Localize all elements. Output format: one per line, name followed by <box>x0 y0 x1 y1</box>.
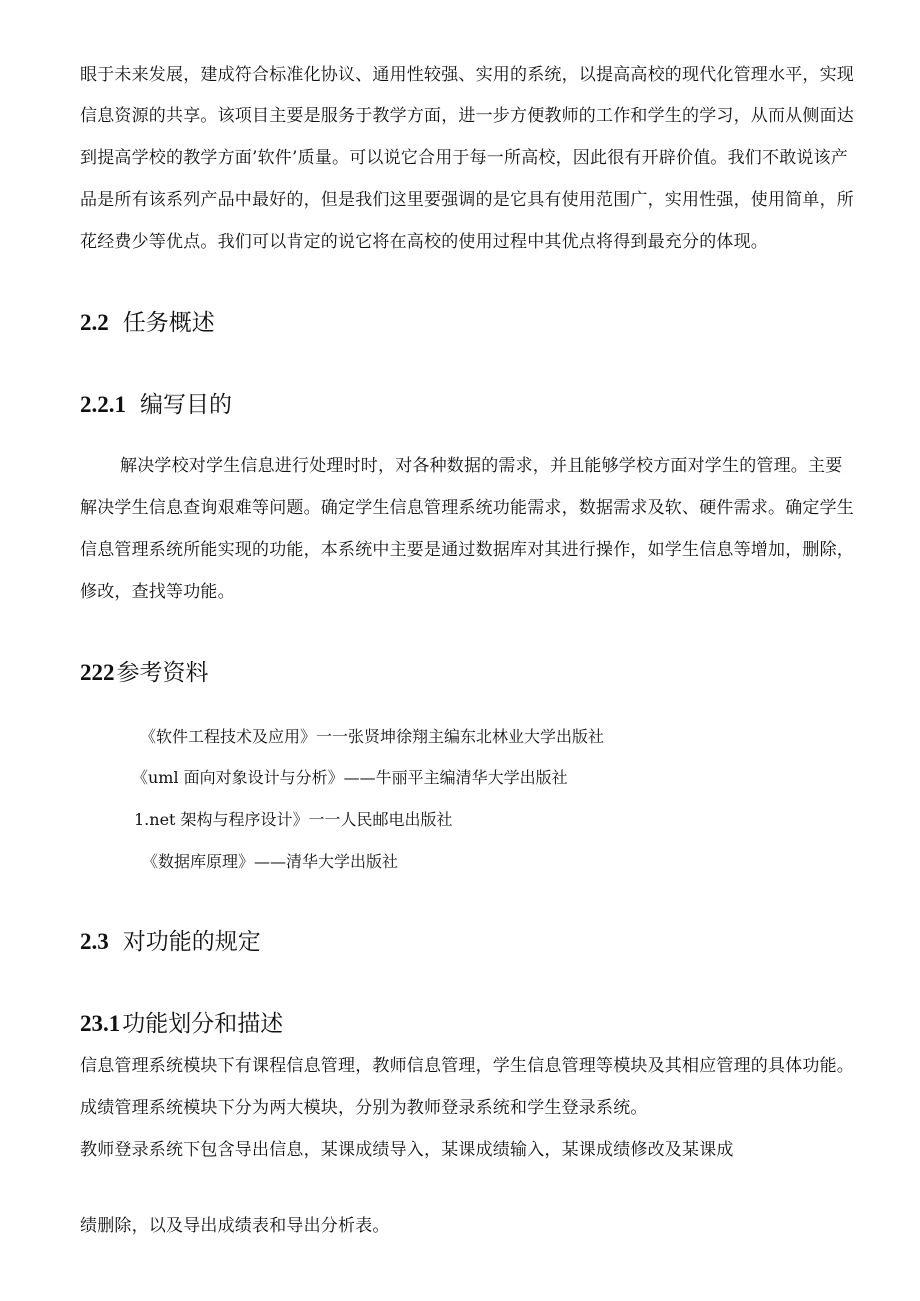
section-heading-222 <box>80 658 209 688</box>
section-number: 2.2 <box>80 310 109 335</box>
intro-line: 信息资源的共享。该项目主要是服务于教学方面，进一步方便教师的工作和学生的学习，从而从侧面达 <box>80 106 854 126</box>
purpose-line: 解决学校对学生信息进行处理时时，对各种数据的需求，并且能够学校方面对学生的管理。主要 <box>120 456 843 476</box>
section-title: 编写目的 <box>140 392 232 418</box>
function-line: 信息管理系统模块下有课程信息管理，教师信息管理，学生信息管理等模块及其相应管理的具体功能。 <box>80 1056 854 1076</box>
section-title: 任务概述 <box>122 310 215 336</box>
section-number: 222 <box>80 660 115 685</box>
section-number: 23.1 <box>80 1011 121 1036</box>
section-number: 2.3 <box>80 929 109 954</box>
section-heading-2-2-1 <box>80 390 232 420</box>
section-heading-23-1 <box>80 1009 283 1039</box>
section-title: 功能划分和描述 <box>122 1011 284 1037</box>
function-line: 绩删除，以及导出成绩表和导出分析表。 <box>80 1216 390 1236</box>
reference-item: 《软件工程技术及应用》一一张贤坤徐翔主编东北林业大学出版社 <box>140 727 605 746</box>
section-title: 参考资料 <box>116 660 209 686</box>
intro-line: 到提高学校的教学方面’软件’质量。可以说它合用于每一所高校，因此很有开辟价值。我们不敢说该产 <box>80 148 849 168</box>
section-number: 2.2.1 <box>80 392 126 417</box>
purpose-line: 信息管理系统所能实现的功能，本系统中主要是通过数据库对其进行操作，如学生信息等增加，删除， <box>80 540 854 560</box>
intro-line: 品是所有该系列产品中最好的，但是我们这里要强调的是它具有使用范围广，实用性强，使用简单，所 <box>80 190 854 210</box>
intro-line: 眼于未来发展，建成符合标准化协议、通用性较强、实用的系统，以提高高校的现代化管理水平，实现 <box>80 65 854 85</box>
reference-item: 1.net 架构与程序设计》一一人民邮电出版社 <box>134 810 453 829</box>
function-line: 成绩管理系统模块下分为两大模块，分别为教师登录系统和学生登录系统。 <box>80 1098 648 1118</box>
purpose-line: 修改，查找等功能。 <box>80 582 235 602</box>
purpose-line: 解决学生信息查询艰难等问题。确定学生信息管理系统功能需求，数据需求及软、硬件需求。确定学生 <box>80 498 854 518</box>
intro-line: 花经费少等优点。我们可以肯定的说它将在高校的使用过程中其优点将得到最充分的体现。 <box>80 232 768 252</box>
section-heading-2-2 <box>80 308 215 338</box>
section-title: 对功能的规定 <box>122 929 261 955</box>
function-line: 教师登录系统下包含导出信息，某课成绩导入，某课成绩输入，某课成绩修改及某课成 <box>80 1140 734 1160</box>
section-heading-2-3 <box>80 927 261 957</box>
reference-item: 《数据库原理》——清华大学出版社 <box>142 852 399 871</box>
reference-item: 《uml 面向对象设计与分析》——牛丽平主编清华大学出版社 <box>132 768 568 787</box>
